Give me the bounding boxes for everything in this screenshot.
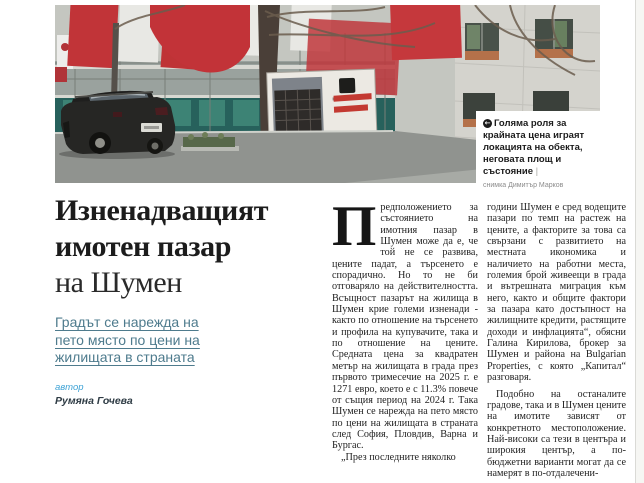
article-headline — [55, 193, 329, 301]
headline-bold: Изненадващият имотен пазар — [55, 194, 269, 263]
headline-block — [55, 193, 329, 408]
car — [59, 91, 175, 159]
arrow-left-circle-icon: ← — [484, 119, 491, 127]
byline-author-name: Румяна Гочева — [55, 394, 133, 407]
paragraph: „През последните няколко — [341, 451, 456, 463]
photo-credit: снимка Димитър Марков — [483, 182, 564, 189]
drop-cap: П — [332, 202, 377, 258]
paragraph: Предположението за състоянието на имотния пазар в Шумен може да е, че той не се развива, цените падат, а търсенето е спорадично. Но то не би отговаряло на действителността. Всъщност пазарът на жилища в Шумен крие големи изненади - както по отношение на търсенето и профила на купувачите, така и по отношение на цените. Средната цена за квадратен метър на жилищата в града през първото тримесечие на 2025 г. е 1271 евро, което е с 11.3% повече от същия период на 2024 г. Така Шумен се нарежда на пето място по цени на жилищата в страната след София, Пловдив, Варна и Бургас. — [332, 202, 478, 452]
page-edge-divider — [635, 0, 636, 483]
photo-caption — [476, 111, 600, 189]
body-column-1 — [332, 202, 478, 483]
byline — [55, 382, 329, 408]
body-column-2 — [487, 202, 626, 483]
caption-end-mark: | — [535, 166, 539, 177]
paragraph: години Шумен е сред водещите пазари по темп на растеж на цените, а факторите за това са свързани с развитието на местната икономика и наличието на работни места, големия брой живеещи в града и вътрешната миграция към него, както и общите фактори за пазара като достъпност на жилищните кредити, растящите доходи и инфлацията“, обясни Галина Кирилова, брокер за Шумен и района на Bulgarian Properties, с която „Капитал“ разговаря. — [487, 202, 626, 384]
caption-text: ← Голяма роля за крайната цена играят локацията на обекта, неговата площ и състояние | — [483, 118, 585, 177]
article-photo — [55, 5, 600, 189]
standfirst: Градът се нарежда на пето място по цени на жилищата в страната — [55, 314, 200, 365]
headline-light: на Шумен — [55, 266, 182, 299]
byline-label: автор — [55, 381, 84, 393]
page-outside-area — [636, 0, 644, 483]
paragraph: Подобно на останалите градове, така и в Шумен цените на имотите зависят от конкретното местоположение. Най-високи са тези в центъра и широкия център, а по-бюджетни варианти могат да се намерят в по-отдалечени- — [487, 388, 626, 479]
